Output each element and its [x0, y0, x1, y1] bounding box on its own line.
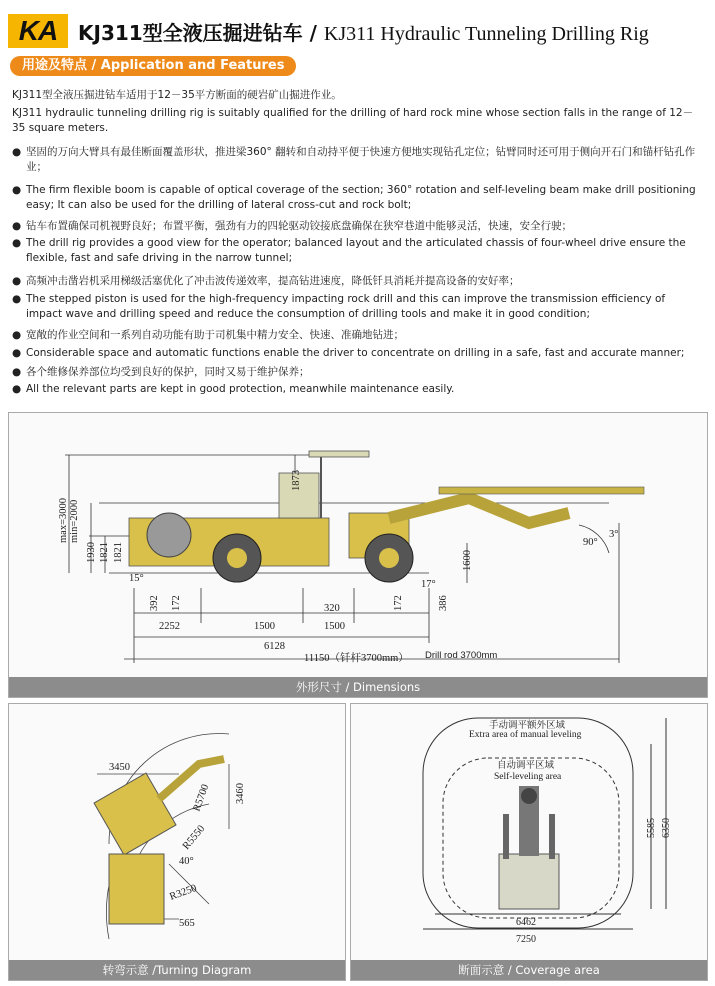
feature-text: 坚固的万向大臂具有最佳断面覆盖形状，推进梁360° 翻转和自动持平便于快速方便地实现钻孔定位；钻臂同时还可用于侧向开石门和锚杆钻孔作业； [26, 146, 696, 173]
feature-text: 高频冲击凿岩机采用梯级活塞优化了冲击波传递效率，提高钻进速度，降低钎具消耗并提高设备的安好率； [26, 275, 520, 287]
dim-label: 1930 [86, 542, 97, 563]
dim-label: 172 [393, 595, 404, 611]
dimensions-caption: 外形尺寸 / Dimensions [9, 677, 707, 697]
dim-label: 1821 [113, 542, 124, 563]
angle-label: 17° [421, 579, 436, 590]
self-leveling-en: Self-leveling area [494, 772, 562, 782]
feature-1-cn [12, 145, 702, 175]
bullet-icon: ● [12, 383, 22, 395]
dim-label: 6128 [264, 641, 285, 652]
intro-cn: KJ311型全液压掘进钻车适用于12－35平方断面的硬岩矿山掘进作业。 [12, 89, 342, 101]
bullet-icon: ● [12, 146, 22, 158]
feature-5-en [12, 382, 702, 397]
dim-label: 2252 [159, 621, 180, 632]
manual-leveling-en: Extra area of manual leveling [469, 730, 582, 740]
rig-front-view [499, 786, 559, 909]
feature-text: The stepped piston is used for the high-frequency impacting rock drill and this can improve the transmission efficiency of impact wave and drilling speed and reduce the consumption of drilling tools and make it in good condition; [26, 293, 666, 320]
bullet-icon: ● [12, 293, 22, 305]
dim-label: 1821 [99, 542, 110, 563]
dim-label: 1600 [462, 550, 473, 571]
feature-1-en [12, 183, 702, 213]
bullet-icon: ● [12, 237, 22, 249]
feature-4-en [12, 346, 702, 361]
angle-label: 40° [179, 856, 194, 867]
dim-label: 6462 [516, 917, 536, 928]
feature-text: 各个维修保养部位均受到良好的保护，同时又易于维护保养； [26, 366, 310, 378]
feature-4-cn [12, 328, 702, 343]
feature-text: 钻车布置确保司机视野良好；布置平衡，强劲有力的四轮驱动铰接底盘确保在狭窄巷道中能够灵活，快速，安全行驶； [26, 220, 572, 232]
feature-2-cn [12, 219, 702, 234]
dim-label: R5550 [180, 823, 208, 852]
dimensions-panel [8, 412, 708, 698]
turning-drawing [9, 704, 345, 960]
page-title [78, 17, 649, 46]
dim-label: 5585 [646, 818, 657, 838]
feature-text: The firm flexible boom is capable of optical coverage of the section; 360° rotation and self-leveling beam make drill positioning easy; It can also be used for the drilling of lateral cross-cut and rock bolt; [26, 184, 696, 211]
brand-logo: KA [8, 14, 68, 48]
self-leveling-cn: 自动调平区域 [497, 761, 555, 771]
bullet-icon: ● [12, 184, 22, 196]
bullet-icon: ● [12, 275, 22, 287]
feature-text: 宽敞的作业空间和一系列自动功能有助于司机集中精力安全、快速、准确地钻进； [26, 329, 404, 341]
coverage-panel [350, 703, 708, 981]
dim-label: max=3000 [58, 498, 69, 543]
feature-5-cn [12, 365, 702, 380]
turning-panel [8, 703, 346, 981]
title-cn: KJ311型全液压掘进钻车 / [78, 20, 324, 45]
coverage-caption: 断面示意 / Coverage area [351, 960, 707, 980]
title-en: KJ311 Hydraulic Tunneling Drilling Rig [323, 22, 649, 45]
dim-label: 7250 [516, 934, 536, 945]
angle-label: 3° [609, 529, 619, 540]
angle-label: 15° [129, 573, 144, 584]
angle-label: 90° [583, 537, 598, 548]
dim-label: 1873 [291, 470, 302, 491]
feature-2-en [12, 236, 702, 266]
header [8, 14, 649, 48]
dim-label: R3250 [168, 882, 199, 903]
section-badge: 用途及特点 / Application and Features [10, 56, 296, 76]
manual-leveling-cn: 手动调平额外区域 [489, 721, 566, 731]
intro-en: KJ311 hydraulic tunneling drilling rig is suitably qualified for the drilling of hard rock mine whose section falls in the range of 12－35 square meters. [12, 107, 694, 134]
dim-label: 320 [324, 603, 340, 614]
bullet-icon: ● [12, 366, 22, 378]
dim-label: 1500 [324, 621, 345, 632]
dim-label: 6350 [661, 818, 672, 838]
dim-label: 392 [149, 595, 160, 611]
coverage-drawing [351, 704, 707, 960]
dim-label: 11150（钎杆3700mm） [304, 653, 409, 664]
dim-label: 1500 [254, 621, 275, 632]
feature-text: All the relevant parts are kept in good protection, meanwhile maintenance easily. [26, 383, 455, 395]
dimensions-drawing [9, 413, 707, 677]
feature-3-en [12, 292, 702, 322]
turning-caption: 转弯示意 /Turning Diagram [9, 960, 345, 980]
dim-label: R5700 [191, 782, 212, 814]
dim-label: 3450 [109, 762, 130, 773]
dim-label: 386 [438, 595, 449, 611]
dim-label: 172 [171, 595, 182, 611]
drill-rod-note: Drill rod 3700mm [425, 650, 498, 661]
dim-label: min=2000 [69, 499, 80, 543]
feature-text: The drill rig provides a good view for the operator; balanced layout and the articulated chassis of four-wheel drive ensure the flexible, fast and safe driving in the narrow tunnel; [26, 237, 686, 264]
dim-label: 565 [179, 918, 195, 929]
bullet-icon: ● [12, 329, 22, 341]
rig-silhouette [129, 451, 644, 582]
feature-text: Considerable space and automatic functions enable the driver to concentrate on drilling in a safe, fast and accurate manner; [26, 347, 685, 359]
feature-3-cn [12, 274, 702, 289]
bullet-icon: ● [12, 220, 22, 232]
bullet-icon: ● [12, 347, 22, 359]
dim-label: 3460 [235, 783, 246, 804]
